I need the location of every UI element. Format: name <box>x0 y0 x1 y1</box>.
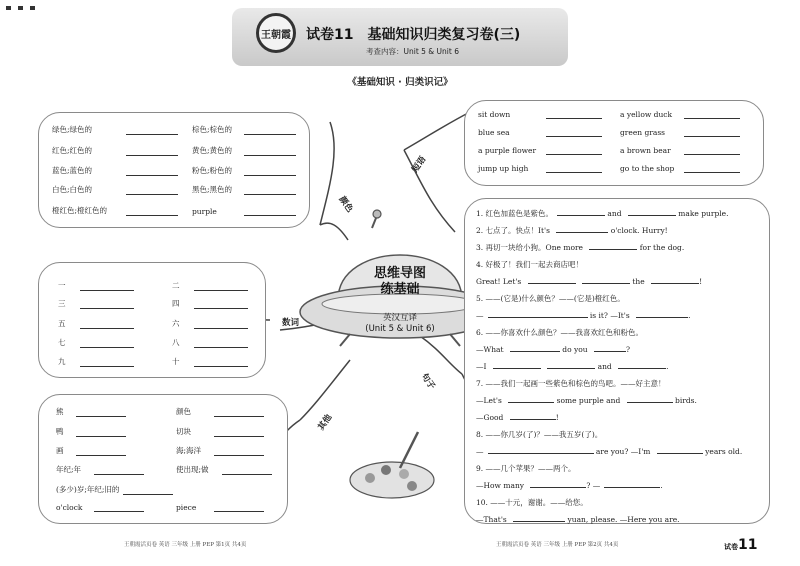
sentence-line: 8. ——你几岁(了)？——我五岁(了)。 <box>476 430 603 439</box>
colors-row <box>52 205 296 216</box>
sentence-line: —That's yuan, please. —Here you are. <box>476 515 680 524</box>
answer-blank[interactable] <box>80 340 134 348</box>
colors-row-right-label: 棕色;棕色的 <box>192 125 233 134</box>
others-row-right-label: 使出现;做 <box>176 465 209 474</box>
sentence-line: —Let's some purple and birds. <box>476 396 697 405</box>
answer-blank[interactable] <box>214 448 264 456</box>
sentence-line: 2. 七点了。快点！It's o'clock. Hurry! <box>476 226 668 235</box>
branch-label-color: 颜色 <box>336 194 355 215</box>
colors-row-right-label: 黄色;黄色的 <box>192 146 233 155</box>
paper-number: 试卷11 <box>306 27 354 43</box>
phrases-row-right-label: a brown bear <box>620 146 671 155</box>
others-row-right-label: piece <box>176 503 197 512</box>
branch-label-other: 其他 <box>316 412 335 433</box>
footer-left: 王朝霞活页卷 英语 三年级 上册 PEP 第1页 共4页 <box>124 542 247 548</box>
numbers-row-left-label: 九 <box>58 357 66 366</box>
answer-blank[interactable] <box>194 301 248 309</box>
answer-blank[interactable] <box>80 301 134 309</box>
answer-blank[interactable] <box>684 129 740 137</box>
others-row-right-label: 海;海洋 <box>176 446 202 455</box>
numbers-row <box>58 356 248 367</box>
answer-blank[interactable] <box>214 409 264 417</box>
others-row <box>56 406 264 417</box>
sentence-line: 10. ——十元，谢谢。——给您。 <box>476 498 588 507</box>
colors-row-right-label: purple <box>192 207 217 216</box>
colors-row-right-label: 粉色;粉色的 <box>192 166 233 175</box>
numbers-row-left-label: 一 <box>58 281 66 290</box>
page-tag: 试卷11 <box>724 537 758 553</box>
answer-blank[interactable] <box>76 409 126 417</box>
answer-blank[interactable] <box>684 147 740 155</box>
numbers-row-right-label: 六 <box>172 319 180 328</box>
answer-blank[interactable] <box>126 168 178 176</box>
colors-row-right-label: 黑色;黑色的 <box>192 185 233 194</box>
colors-row <box>52 184 296 195</box>
numbers-row-right-label: 十 <box>172 357 180 366</box>
answer-blank[interactable] <box>244 148 296 156</box>
answer-blank[interactable] <box>214 429 264 437</box>
answer-blank[interactable] <box>546 147 602 155</box>
phrases-row-left-label: jump up high <box>478 164 529 173</box>
numbers-row <box>58 298 248 309</box>
others-row <box>56 464 272 475</box>
colors-row-left-label: 蓝色;蓝色的 <box>52 166 93 175</box>
phrases-row <box>478 128 740 137</box>
branch-label-number: 数词 <box>282 318 300 328</box>
footer-right: 王朝霞活页卷 英语 三年级 上册 PEP 第2页 共4页 <box>496 542 619 548</box>
phrases-row-right-label: go to the shop <box>620 164 675 173</box>
phrases-row-left-label: a purple flower <box>478 146 537 155</box>
answer-blank[interactable] <box>94 504 144 512</box>
answer-blank[interactable] <box>80 283 134 291</box>
section-label: 《基础知识 · 归类识记》 <box>347 77 453 88</box>
numbers-row <box>58 318 248 329</box>
answer-blank[interactable] <box>126 208 178 216</box>
answer-blank[interactable] <box>244 127 296 135</box>
numbers-row <box>58 280 248 291</box>
colors-row-left-label: 绿色;绿色的 <box>52 125 93 134</box>
others-row-left-label: (多少)岁;年纪;旧的 <box>56 485 120 494</box>
others-row-left-label: 鸭 <box>56 427 64 436</box>
colors-row-left-label: 橙红色;橙红色的 <box>52 206 108 215</box>
others-row-right-label: 颜色 <box>176 407 191 416</box>
colors-row <box>52 124 296 135</box>
phrases-row-right-label: green grass <box>620 128 666 137</box>
others-row <box>56 503 264 512</box>
numbers-row-left-label: 五 <box>58 319 66 328</box>
answer-blank[interactable] <box>546 111 602 119</box>
sentence-line: 9. ——几个苹果？——两个。 <box>476 464 576 473</box>
sentence-line: 5. ——(它是)什么颜色？——(它是)橙红色。 <box>476 294 625 303</box>
sentence-line: 7. ——我们一起画一些紫色和棕色的鸟吧。——好主意！ <box>476 379 666 388</box>
mindmap-title: 思维导图 练基础 <box>373 266 426 297</box>
numbers-row-left-label: 七 <box>58 338 66 347</box>
others-row <box>56 445 264 456</box>
others-row-left-label: 熊 <box>56 407 64 416</box>
phrases-row <box>478 110 740 119</box>
others-row <box>56 426 264 437</box>
answer-blank[interactable] <box>244 187 296 195</box>
others-row-right-label: 切块 <box>176 427 191 436</box>
answer-blank[interactable] <box>126 127 178 135</box>
answer-blank[interactable] <box>244 168 296 176</box>
sentence-line: —I and . <box>476 362 669 371</box>
phrases-row <box>478 146 740 155</box>
answer-blank[interactable] <box>194 321 248 329</box>
sentence-line: 3. 再切一块给小狗。One more for the dog. <box>476 243 685 252</box>
mindmap-subtitle: 英汉互译 (Unit 5 & Unit 6) <box>365 313 435 334</box>
sentence-line: —How many ? — . <box>476 481 663 490</box>
answer-blank[interactable] <box>194 283 248 291</box>
paper-title: 基础知识归类复习卷(三) <box>367 27 521 43</box>
colors-row <box>52 145 296 156</box>
answer-blank[interactable] <box>126 148 178 156</box>
answer-blank[interactable] <box>123 487 173 495</box>
colors-row-left-label: 红色;红色的 <box>52 146 93 155</box>
numbers-row <box>58 337 248 348</box>
branch-label-sentence: 句子 <box>418 371 437 392</box>
page-subtitle: 考查内容：Unit 5 & Unit 6 <box>366 47 459 56</box>
answer-blank[interactable] <box>94 467 144 475</box>
numbers-row-right-label: 二 <box>172 281 180 290</box>
answer-blank[interactable] <box>126 187 178 195</box>
answer-blank[interactable] <box>684 165 740 173</box>
answer-blank[interactable] <box>194 340 248 348</box>
answer-blank[interactable] <box>546 129 602 137</box>
numbers-row-right-label: 八 <box>172 338 180 347</box>
numbers-row-right-label: 四 <box>172 299 180 308</box>
numbers-row-left-label: 三 <box>58 299 66 308</box>
sentence-line: Great! Let's the ! <box>476 277 703 286</box>
others-row <box>56 484 173 495</box>
answer-blank[interactable] <box>80 321 134 329</box>
sentence-line: 4. 好极了！我们一起去商店吧！ <box>476 260 584 269</box>
answer-blank[interactable] <box>214 504 264 512</box>
publisher-logo: 王朝霞 <box>256 13 296 53</box>
answer-blank[interactable] <box>76 429 126 437</box>
sentence-line: 1. 红色加蓝色是紫色。 and make purple. <box>476 209 729 218</box>
others-row-left-label: o'clock <box>56 503 83 512</box>
sentence-line: — is it? —It's . <box>476 311 691 320</box>
colors-row-left-label: 白色;白色的 <box>52 185 93 194</box>
answer-blank[interactable] <box>684 111 740 119</box>
answer-blank[interactable] <box>244 208 296 216</box>
others-row-left-label: 年纪;年 <box>56 465 82 474</box>
sentence-line: 6. ——你喜欢什么颜色？——我喜欢红色和粉色。 <box>476 328 644 337</box>
answer-blank[interactable] <box>76 448 126 456</box>
answer-blank[interactable] <box>194 359 248 367</box>
answer-blank[interactable] <box>222 467 272 475</box>
sentence-line: —Good ! <box>476 413 559 422</box>
others-row-left-label: 画 <box>56 446 64 455</box>
sentence-line: — are you? —I'm years old. <box>476 447 743 456</box>
sentence-line: —What do you ? <box>476 345 631 354</box>
phrases-row <box>478 164 740 173</box>
answer-blank[interactable] <box>80 359 134 367</box>
branch-label-phrase: 短语 <box>410 154 429 175</box>
phrases-row-left-label: blue sea <box>478 128 510 137</box>
phrases-row-left-label: sit down <box>478 110 511 119</box>
phrases-row-right-label: a yellow duck <box>620 110 673 119</box>
answer-blank[interactable] <box>546 165 602 173</box>
colors-row <box>52 165 296 176</box>
